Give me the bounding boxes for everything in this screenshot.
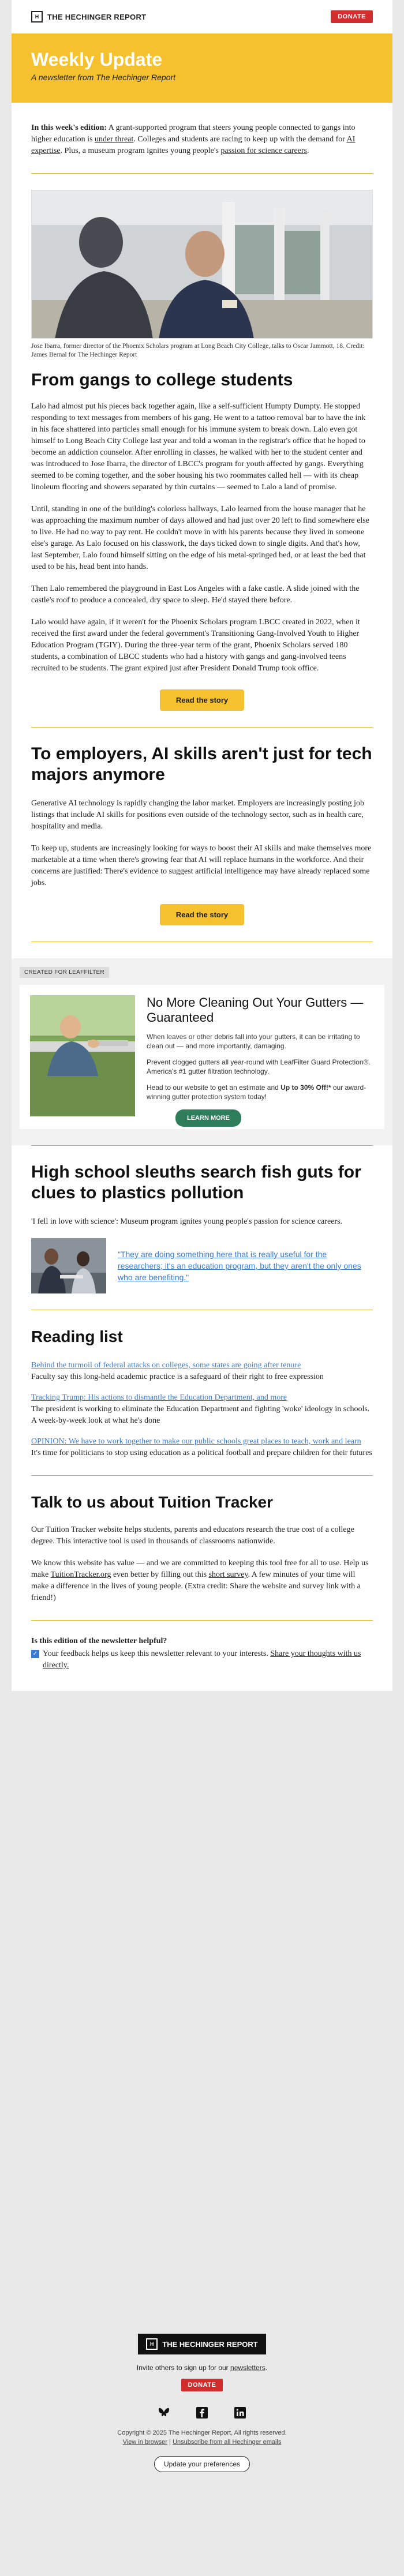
intro-link-ai-expertise[interactable]: AI expertise xyxy=(31,135,356,155)
sponsor-text: Prevent clogged gutters all year-round with LeafFilter Guard Protection®. America's #1 gutter filtration technology. xyxy=(147,1058,371,1075)
story-title[interactable]: From gangs to college students xyxy=(31,370,293,389)
logo-mark-icon: H xyxy=(146,2338,158,2350)
sponsor-card xyxy=(20,985,384,1129)
sponsored-section xyxy=(12,958,392,1145)
email-header xyxy=(12,0,392,33)
divider xyxy=(31,173,373,174)
footer-logo[interactable] xyxy=(138,2334,265,2354)
reading-link[interactable]: Behind the turmoil of federal attacks on colleges, some states are going after tenure xyxy=(31,1361,301,1370)
footer-brand: THE HECHINGER REPORT xyxy=(162,2339,258,2349)
story-gangs-to-college xyxy=(31,190,373,711)
donate-button[interactable]: DONATE xyxy=(331,10,373,23)
intro-link-science-careers[interactable]: passion for science careers xyxy=(220,147,308,155)
learn-more-button[interactable]: LEARN MORE xyxy=(175,1109,241,1127)
story-feature xyxy=(31,1238,373,1293)
donate-button[interactable]: DONATE xyxy=(181,2379,223,2391)
divider xyxy=(31,1475,373,1476)
feedback-link[interactable]: Share your thoughts with us directly. xyxy=(43,1649,361,1670)
read-story-button[interactable]: Read the story xyxy=(160,689,244,711)
reading-desc: It's time for politicians to stop using education as a political football and prepare children for their futures xyxy=(31,1449,372,1457)
brand-name: THE HECHINGER REPORT xyxy=(47,12,147,21)
newsletter-title: Weekly Update xyxy=(31,49,163,70)
update-preferences-button[interactable]: Update your preferences xyxy=(154,2456,250,2472)
list-item xyxy=(31,1436,373,1459)
sponsor-title[interactable]: No More Cleaning Out Your Gutters — Guaranteed xyxy=(147,995,364,1025)
list-item xyxy=(31,1392,373,1427)
reading-list xyxy=(31,1326,373,1459)
feedback-question: Is this edition of the newsletter helpful? xyxy=(31,1637,167,1645)
story-title[interactable]: To employers, AI skills aren't just for tech majors anymore xyxy=(31,744,372,784)
survey-link[interactable]: short survey xyxy=(208,1570,248,1579)
divider xyxy=(31,1145,373,1146)
footer-links xyxy=(0,2439,404,2446)
social-links xyxy=(0,2406,404,2419)
newsletters-link[interactable]: newsletters xyxy=(230,2364,265,2372)
story-ai-skills xyxy=(31,744,373,925)
feature-thumbnail[interactable] xyxy=(31,1238,106,1293)
story-photo[interactable] xyxy=(31,190,373,339)
tracker-text: . A few minutes of your time will make a difference in the lives of young people. (Extra credit: Share the website and survey link with a friend!) xyxy=(31,1570,361,1602)
intro-lead: In this week's edition: xyxy=(31,123,107,132)
newsletter-subtitle: A newsletter from The Hechinger Report xyxy=(31,73,176,82)
view-in-browser-link[interactable]: View in browser xyxy=(122,2439,168,2446)
divider xyxy=(31,1620,373,1621)
feature-quote-link[interactable]: "They are doing something here that is really useful for the researchers; it's an education program, but they aren't the only ones who are benefiting." xyxy=(118,1250,361,1282)
sponsor-text xyxy=(147,1083,374,1101)
linkedin-icon[interactable] xyxy=(234,2406,246,2419)
story-paragraph: Then Lalo remembered the playground in East Los Angeles with a fake castle. A slide joined with the castle's roof to produce a concealed, dry space to sleep. He'd stayed there before. xyxy=(31,584,360,605)
story-paragraph: Lalo would have again, if it weren't for the Phoenix Scholars program LBCC created in 2022, when it received the first award under the federal government's Transitioning Gang-Involved Youth to Higher Education Program (TGIY). During the three-year term of the grant, Phoenix Scholars served 180 students, a combination of LBCC students who had a history with gangs and gang-involved teens recruited to be students. The grant expired just after President Donald Trump took office. xyxy=(31,618,360,673)
sponsor-text-part: our award-winning gutter protection system today! xyxy=(147,1083,366,1101)
sponsor-offer: Up to 30% Off!* xyxy=(280,1083,331,1092)
reading-desc: The president is working to eliminate the Education Department and fighting 'woke' ideology in schools. A week-by-week look at what he's done xyxy=(31,1405,370,1425)
tuition-tracker-link[interactable]: TuitionTracker.org xyxy=(50,1570,111,1579)
intro-link-under-threat[interactable]: under threat xyxy=(95,135,134,144)
tracker-paragraph xyxy=(31,1558,373,1604)
email-footer xyxy=(0,2334,404,2472)
logo-mark-icon: H xyxy=(31,11,43,23)
intro-text: A grant-supported program that steers young people connected to gangs into higher education is xyxy=(31,123,356,144)
link-separator: | xyxy=(167,2439,173,2446)
story-paragraph: Generative AI technology is rapidly changing the labor market. Employers are increasingly posting job listings that include AI skills for positions even outside of the technology sector, such as in health care, hospitality and media. xyxy=(31,799,364,831)
tracker-text: We know this website has value — and we are committed to keeping this tool free for all to use. Help us make xyxy=(31,1559,369,1579)
story-paragraph: Until, standing in one of the building's colorless hallways, Lalo learned from the house manager that he was approaching the maximum number of days allowed and had just over 20 left to find somewhere else to live. He had no way to pay rent. He couldn't move in with his parents because they lived in someone else's garage. As Lalo focused on his classwork, the days ticked down to single digits. And that's how, last September, Lalo found himself sitting on the edge of his metal-springed bed, or at least the bed that used to be his, head bent into hands. xyxy=(31,505,369,571)
unsubscribe-link[interactable]: Unsubscribe from all Hechinger emails xyxy=(173,2439,282,2446)
tracker-text: even better by filling out this xyxy=(111,1570,209,1579)
divider xyxy=(31,727,373,728)
tuition-tracker-section xyxy=(31,1492,373,1604)
reading-link[interactable]: Tracking Trump: His actions to dismantle the Education Department, and more xyxy=(31,1393,287,1402)
facebook-icon[interactable] xyxy=(196,2406,208,2419)
intro-text: . xyxy=(307,147,309,155)
reading-desc: Faculty say this long-held academic practice is a safeguard of their right to free expression xyxy=(31,1373,324,1381)
newsletter-email xyxy=(12,0,392,1691)
sponsor-text-part: Head to our website to get an estimate and xyxy=(147,1083,281,1092)
story-paragraph: Lalo had almost put his pieces back together again, like a self-sufficient Humpty Dumpty. He stopped responding to text messages from members of his gang. He went to a tattoo removal bar to have the ink in his face shattered into particles small enough for his immune system to break down. Lalo even got himself to Long Beach City College last year and told a woman in the registrar's office that he hoped to become an addiction counselor. After enrolling in classes, he walked with her to the student center and was introduced to Jose Ibarra, the director of LBCC's program for youth affected by gangs. Everything seemed to be coming together, and the sober housing his two roommates called hell — with its cheap linoleum flooring and showers separated by thin curtains — seemed to Lalo a land of promise. xyxy=(31,402,366,492)
brand-logo[interactable] xyxy=(31,11,146,23)
sponsor-image[interactable] xyxy=(30,995,135,1116)
invite-line: Invite others to sign up for our newsletters. xyxy=(136,2364,268,2372)
tracker-title: Talk to us about Tuition Tracker xyxy=(31,1493,274,1511)
bluesky-icon[interactable] xyxy=(158,2406,170,2419)
invite-text: Invite others to sign up for our xyxy=(136,2364,231,2372)
photo-caption: Jose Ibarra, former director of the Phoenix Scholars program at Long Beach City College, talks to Oscar Jammott, 18. Credit: James Bernal for The Hechinger Report xyxy=(31,343,365,358)
intro-summary xyxy=(31,103,373,157)
story-dek: 'I fell in love with science': Museum program ignites young people's passion for science careers. xyxy=(31,1217,343,1226)
tracker-paragraph: Our Tuition Tracker website helps students, parents and educators research the true cost of a college degree. This interactive tool is used in thousands of classrooms nationwide. xyxy=(31,1525,354,1546)
feedback-text xyxy=(43,1648,373,1671)
feedback-section xyxy=(31,1637,373,1691)
sponsor-text: When leaves or other debris fall into your gutters, it can be irritating to clean out — and more importantly, damaging. xyxy=(147,1033,360,1050)
reading-link[interactable]: OPINION: We have to work together to make our public schools great places to teach, work and learn xyxy=(31,1437,361,1446)
reading-list-title: Reading list xyxy=(31,1328,123,1345)
feedback-line xyxy=(31,1648,373,1671)
copyright-text: Copyright © 2025 The Hechinger Report, All rights reserved. xyxy=(117,2429,287,2436)
feedback-text-part: Your feedback helps us keep this newsletter relevant to your interests. xyxy=(43,1649,271,1658)
sponsor-tag: CREATED FOR LEAFFILTER xyxy=(20,967,109,978)
story-fish-guts xyxy=(31,1162,373,1293)
checkmark-icon: ✓ xyxy=(31,1650,39,1658)
intro-text: . Colleges and students are racing to keep up with the demand for xyxy=(133,135,347,144)
list-item xyxy=(31,1360,373,1383)
hero-banner xyxy=(12,33,392,103)
intro-text: . Plus, a museum program ignites young people's xyxy=(60,147,221,155)
story-title[interactable]: High school sleuths search fish guts for clues to plastics pollution xyxy=(31,1163,361,1202)
story-paragraph: To keep up, students are increasingly looking for ways to boost their AI skills and make themselves more marketable at a time when there's growing fear that AI will replace humans in the workforce. And their concerns are justified: There's evidence to suggest artificial intelligence may have already replaced some jobs. xyxy=(31,844,372,887)
read-story-button[interactable]: Read the story xyxy=(160,904,244,925)
